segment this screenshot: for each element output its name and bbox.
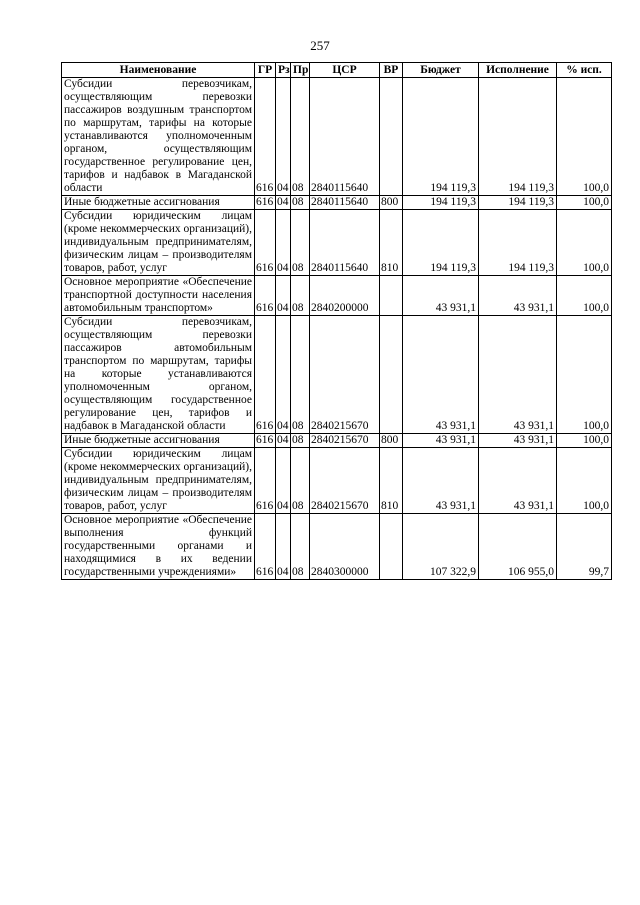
- header-pr: Пр: [291, 63, 310, 78]
- row-percent: 100,0: [557, 78, 612, 196]
- row-execution: 43 931,1: [479, 316, 557, 434]
- row-csr: 2840115640: [310, 78, 380, 196]
- row-execution: 194 119,3: [479, 210, 557, 276]
- row-budget: 194 119,3: [403, 210, 479, 276]
- row-csr: 2840115640: [310, 210, 380, 276]
- table-row: [62, 276, 612, 316]
- row-vr: 810: [380, 448, 403, 514]
- row-vr: [380, 276, 403, 316]
- table-row: [62, 514, 612, 580]
- row-pr: 08: [291, 78, 310, 196]
- row-name: Основное мероприятие «Обеспечение выполнения функций государственными органами и находящимися в их ведении государственными учреждениями»: [62, 514, 255, 580]
- row-execution: 194 119,3: [479, 78, 557, 196]
- row-rz: 04: [276, 78, 291, 196]
- row-csr: 2840215670: [310, 316, 380, 434]
- row-rz: 04: [276, 276, 291, 316]
- row-name: Субсидии юридическим лицам (кроме некоммерческих организаций), индивидуальным предпринимателям, физическим лицам – производителям товаров, работ, услуг: [62, 210, 255, 276]
- row-name: Основное мероприятие «Обеспечение транспортной доступности населения автомобильным транспортом»: [62, 276, 255, 316]
- table-row: [62, 196, 612, 210]
- row-gr: 616: [255, 210, 276, 276]
- row-pr: 08: [291, 276, 310, 316]
- header-vr: ВР: [380, 63, 403, 78]
- row-rz: 04: [276, 448, 291, 514]
- header-rz: Рз: [276, 63, 291, 78]
- row-rz: 04: [277, 196, 289, 208]
- row-percent: 100,0: [557, 448, 612, 514]
- header-name: Наименование: [62, 63, 255, 78]
- row-gr: 616: [255, 514, 276, 580]
- row-execution: 106 955,0: [479, 514, 557, 580]
- row-gr: 616: [255, 316, 276, 434]
- row-budget: 43 931,1: [403, 276, 479, 316]
- row-execution: 43 931,1: [479, 276, 557, 316]
- row-gr: 616: [255, 434, 276, 448]
- row-gr: 616: [255, 276, 276, 316]
- table-row: [62, 78, 612, 196]
- row-budget: 43 931,1: [403, 448, 479, 514]
- row-percent: 100,0: [557, 276, 612, 316]
- budget-table: [61, 62, 612, 580]
- table-row: [62, 448, 612, 514]
- row-csr: 2840200000: [310, 276, 380, 316]
- row-pr: 08: [291, 210, 310, 276]
- row-execution: 43 931,1: [479, 448, 557, 514]
- row-vr: [380, 78, 403, 196]
- header-percent: % исп.: [557, 63, 612, 78]
- row-budget: 194 119,3: [403, 196, 479, 210]
- row-budget: 107 322,9: [403, 514, 479, 580]
- row-vr: [380, 514, 403, 580]
- row-pr: 08: [291, 448, 310, 514]
- row-vr: 800: [380, 196, 403, 210]
- row-csr: 2840300000: [310, 514, 380, 580]
- row-name: Иные бюджетные ассигнования: [62, 196, 255, 210]
- table-row: [62, 210, 612, 276]
- row-execution: 194 119,3: [479, 196, 557, 210]
- row-pr: 08: [291, 434, 310, 448]
- row-csr: 2840215670: [310, 434, 380, 448]
- row-csr: 2840215670: [310, 448, 380, 514]
- row-rz: 04: [276, 514, 291, 580]
- row-name: Субсидии юридическим лицам (кроме некоммерческих организаций), индивидуальным предпринимателям, физическим лицам – производителям товаров, работ, услуг: [62, 448, 255, 514]
- row-budget: 43 931,1: [403, 434, 479, 448]
- row-gr: 616: [255, 78, 276, 196]
- row-percent: 100,0: [557, 210, 612, 276]
- header-csr: ЦСР: [310, 63, 380, 78]
- page-number: 257: [310, 38, 330, 53]
- table-row: [62, 316, 612, 434]
- row-execution: 43 931,1: [479, 434, 557, 448]
- row-name: Субсидии перевозчикам, осуществляющим перевозки пассажиров автомобильным транспортом по маршрутам, тарифы на которые устанавливаются уполномоченным органом, осуществляющим государственное регулирование цен, тарифов и надбавок в Магаданской области: [62, 316, 255, 434]
- table-row: [62, 434, 612, 448]
- row-vr: [380, 316, 403, 434]
- row-pr: 08: [291, 196, 310, 210]
- row-percent: 100,0: [557, 434, 612, 448]
- row-vr: 800: [380, 434, 403, 448]
- row-rz: 04: [276, 316, 291, 434]
- row-budget: 43 931,1: [403, 316, 479, 434]
- row-gr: 616: [255, 448, 276, 514]
- row-name: Иные бюджетные ассигнования: [62, 434, 255, 448]
- row-percent: 100,0: [557, 316, 612, 434]
- header-execution: Исполнение: [479, 63, 557, 78]
- row-name: Субсидии перевозчикам, осуществляющим перевозки пассажиров воздушным транспортом по маршрутам, тарифы на которые устанавливаются уполномоченным органом, осуществляющим государственное регулирование цен, тарифов и надбавок в Магаданской области: [62, 78, 255, 196]
- row-pr: 08: [291, 514, 310, 580]
- header-budget: Бюджет: [403, 63, 479, 78]
- row-csr: 2840115640: [310, 196, 380, 210]
- table-body: [62, 78, 612, 580]
- row-rz: 04: [276, 210, 291, 276]
- row-vr: 810: [380, 210, 403, 276]
- row-budget: 194 119,3: [403, 78, 479, 196]
- row-percent: 99,7: [557, 514, 612, 580]
- row-pr: 08: [291, 316, 310, 434]
- table-header: [62, 63, 612, 78]
- row-percent: 100,0: [557, 196, 612, 210]
- row-rz: 04: [277, 434, 289, 446]
- row-gr: 616: [255, 196, 276, 210]
- header-gr: ГР: [255, 63, 276, 78]
